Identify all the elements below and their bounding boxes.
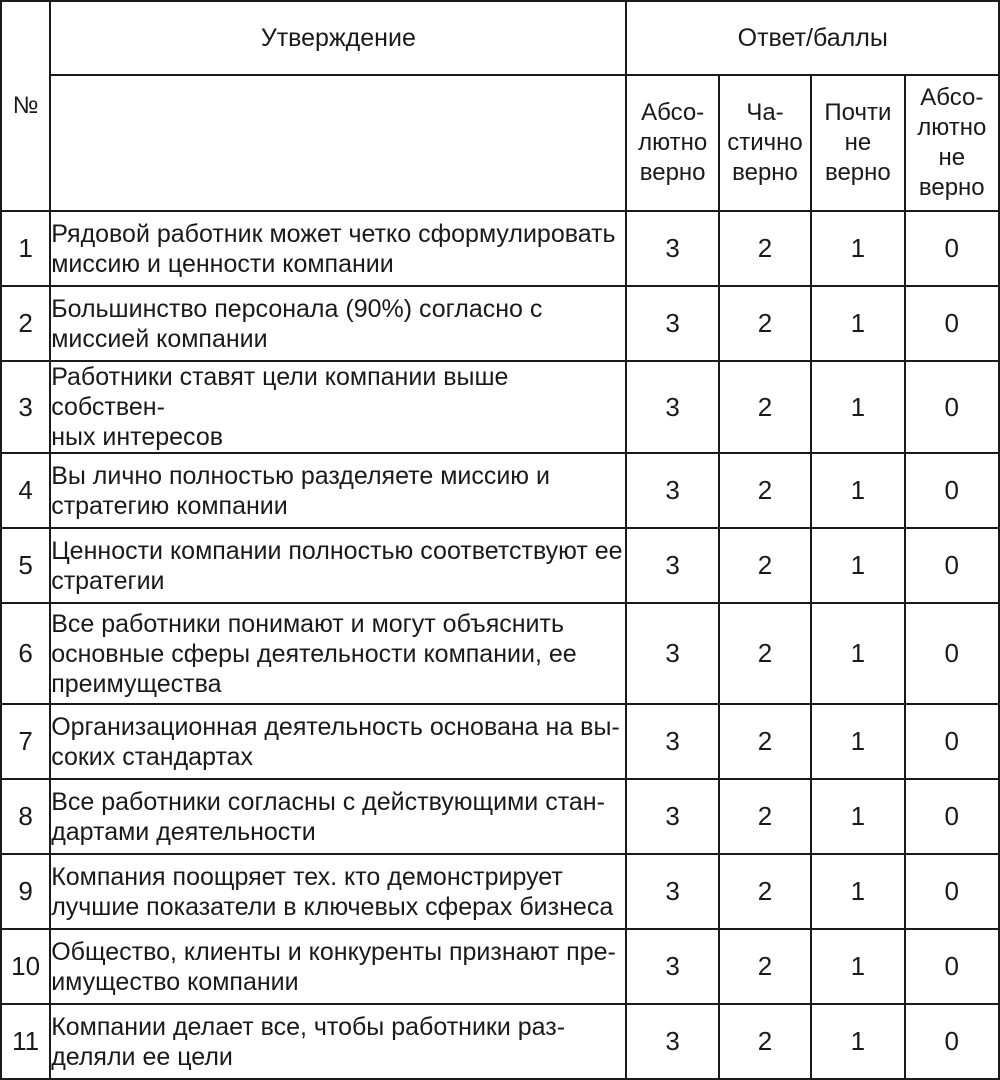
score-absolutely-true: 3 [626, 211, 718, 286]
statement-subheader-empty [50, 75, 626, 211]
score-absolutely-false: 0 [905, 528, 999, 603]
row-statement: Работники ставят цели компании выше собствен- ных интересов [50, 361, 626, 453]
score-absolutely-true: 3 [626, 1004, 718, 1079]
score-partially-true: 2 [719, 453, 811, 528]
score-partially-true: 2 [719, 361, 811, 453]
option-almost-false: Почти не верно [811, 75, 904, 211]
row-number: 3 [1, 361, 50, 453]
score-partially-true: 2 [719, 704, 811, 779]
score-absolutely-false: 0 [905, 603, 999, 704]
row-statement: Большинство персонала (90%) согласно с миссией компании [50, 286, 626, 361]
score-almost-false: 1 [811, 854, 904, 929]
score-absolutely-false: 0 [905, 704, 999, 779]
row-statement: Компании делает все, чтобы работники раз- деляли ее цели [50, 1004, 626, 1079]
number-column-header: № [1, 1, 50, 211]
score-almost-false: 1 [811, 929, 904, 1004]
score-partially-true: 2 [719, 603, 811, 704]
row-number: 11 [1, 1004, 50, 1079]
table-row [1, 854, 999, 929]
table-row [1, 528, 999, 603]
subheader-row [1, 75, 999, 211]
row-statement: Все работники понимают и могут объяснить основные сферы деятельности компании, ее преимущества [50, 603, 626, 704]
score-absolutely-false: 0 [905, 361, 999, 453]
option-absolutely-true: Абсо- лютно верно [626, 75, 718, 211]
score-absolutely-false: 0 [905, 854, 999, 929]
answer-column-header: Ответ/баллы [626, 1, 999, 75]
score-partially-true: 2 [719, 528, 811, 603]
row-number: 2 [1, 286, 50, 361]
score-absolutely-true: 3 [626, 603, 718, 704]
row-statement: Компания поощряет тех. кто демонстрирует лучшие показатели в ключевых сферах бизнеса [50, 854, 626, 929]
row-number: 5 [1, 528, 50, 603]
score-absolutely-false: 0 [905, 211, 999, 286]
row-statement: Ценности компании полностью соответствуют ее стратегии [50, 528, 626, 603]
score-absolutely-true: 3 [626, 528, 718, 603]
table-row [1, 929, 999, 1004]
row-number: 7 [1, 704, 50, 779]
score-partially-true: 2 [719, 929, 811, 1004]
row-statement: Общество, клиенты и конкуренты признают пре- имущество компании [50, 929, 626, 1004]
score-partially-true: 2 [719, 779, 811, 854]
table-row [1, 286, 999, 361]
score-partially-true: 2 [719, 1004, 811, 1079]
score-almost-false: 1 [811, 211, 904, 286]
header-row [1, 1, 999, 75]
score-absolutely-true: 3 [626, 929, 718, 1004]
row-number: 10 [1, 929, 50, 1004]
table-row [1, 1004, 999, 1079]
table-row [1, 704, 999, 779]
score-absolutely-false: 0 [905, 453, 999, 528]
table-row [1, 779, 999, 854]
score-almost-false: 1 [811, 779, 904, 854]
score-absolutely-false: 0 [905, 1004, 999, 1079]
score-almost-false: 1 [811, 1004, 904, 1079]
table-row [1, 211, 999, 286]
score-absolutely-true: 3 [626, 286, 718, 361]
row-number: 8 [1, 779, 50, 854]
score-almost-false: 1 [811, 704, 904, 779]
score-absolutely-false: 0 [905, 929, 999, 1004]
score-almost-false: 1 [811, 286, 904, 361]
option-partially-true: Ча- стично верно [719, 75, 811, 211]
score-absolutely-true: 3 [626, 704, 718, 779]
score-absolutely-true: 3 [626, 361, 718, 453]
statement-column-header: Утверждение [50, 1, 626, 75]
score-almost-false: 1 [811, 361, 904, 453]
table-row [1, 453, 999, 528]
table-row [1, 603, 999, 704]
row-number: 4 [1, 453, 50, 528]
table-row [1, 361, 999, 453]
score-partially-true: 2 [719, 854, 811, 929]
score-partially-true: 2 [719, 211, 811, 286]
row-statement: Рядовой работник может четко сформулировать миссию и ценности компании [50, 211, 626, 286]
score-absolutely-true: 3 [626, 854, 718, 929]
option-absolutely-false: Абсо- лютно не верно [905, 75, 999, 211]
row-number: 1 [1, 211, 50, 286]
score-partially-true: 2 [719, 286, 811, 361]
score-almost-false: 1 [811, 528, 904, 603]
row-statement: Все работники согласны с действующими стан- дартами деятельности [50, 779, 626, 854]
score-absolutely-true: 3 [626, 453, 718, 528]
score-absolutely-false: 0 [905, 286, 999, 361]
score-absolutely-true: 3 [626, 779, 718, 854]
row-statement: Организационная деятельность основана на вы- соких стандартах [50, 704, 626, 779]
row-number: 9 [1, 854, 50, 929]
score-absolutely-false: 0 [905, 779, 999, 854]
score-almost-false: 1 [811, 603, 904, 704]
row-number: 6 [1, 603, 50, 704]
score-almost-false: 1 [811, 453, 904, 528]
row-statement: Вы лично полностью разделяете миссию и стратегию компании [50, 453, 626, 528]
